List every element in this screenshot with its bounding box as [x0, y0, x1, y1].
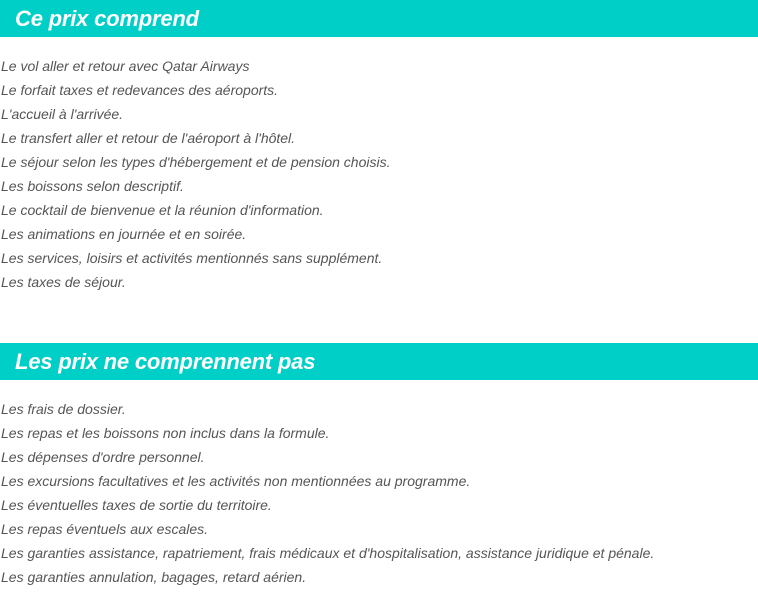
excludes-section	[0, 343, 758, 589]
includes-item: Le transfert aller et retour de l'aéroport à l'hôtel.	[1, 130, 296, 146]
excludes-item: Les dépenses d'ordre personnel.	[1, 449, 205, 465]
includes-item: L'accueil à l'arrivée.	[1, 106, 124, 122]
includes-item: Le forfait taxes et redevances des aéroports.	[1, 82, 279, 98]
excludes-item: Les repas éventuels aux escales.	[1, 521, 209, 537]
includes-item: Le vol aller et retour avec Qatar Airways	[1, 58, 250, 74]
includes-item: Les services, loisirs et activités mentionnés sans supplément.	[1, 250, 383, 266]
excludes-item: Les garanties annulation, bagages, retard aérien.	[1, 569, 307, 585]
excludes-list	[0, 380, 758, 589]
excludes-item: Les garanties assistance, rapatriement, frais médicaux et d'hospitalisation, assistance juridique et pénale.	[1, 545, 655, 561]
includes-item: Le cocktail de bienvenue et la réunion d'information.	[1, 202, 324, 218]
includes-title: Ce prix comprend	[15, 6, 199, 31]
excludes-header-band	[0, 343, 758, 380]
excludes-item: Les frais de dossier.	[1, 401, 126, 417]
includes-list	[0, 37, 758, 294]
includes-item: Les boissons selon descriptif.	[1, 178, 184, 194]
includes-section	[0, 0, 758, 294]
includes-item: Le séjour selon les types d'hébergement et de pension choisis.	[1, 154, 391, 170]
includes-item: Les animations en journée et en soirée.	[1, 226, 247, 242]
excludes-item: Les repas et les boissons non inclus dans la formule.	[1, 425, 330, 441]
excludes-item: Les excursions facultatives et les activités non mentionnées au programme.	[1, 473, 471, 489]
includes-header-band	[0, 0, 758, 37]
excludes-item: Les éventuelles taxes de sortie du territoire.	[1, 497, 272, 513]
excludes-title: Les prix ne comprennent pas	[15, 349, 316, 374]
includes-item: Les taxes de séjour.	[1, 274, 126, 290]
